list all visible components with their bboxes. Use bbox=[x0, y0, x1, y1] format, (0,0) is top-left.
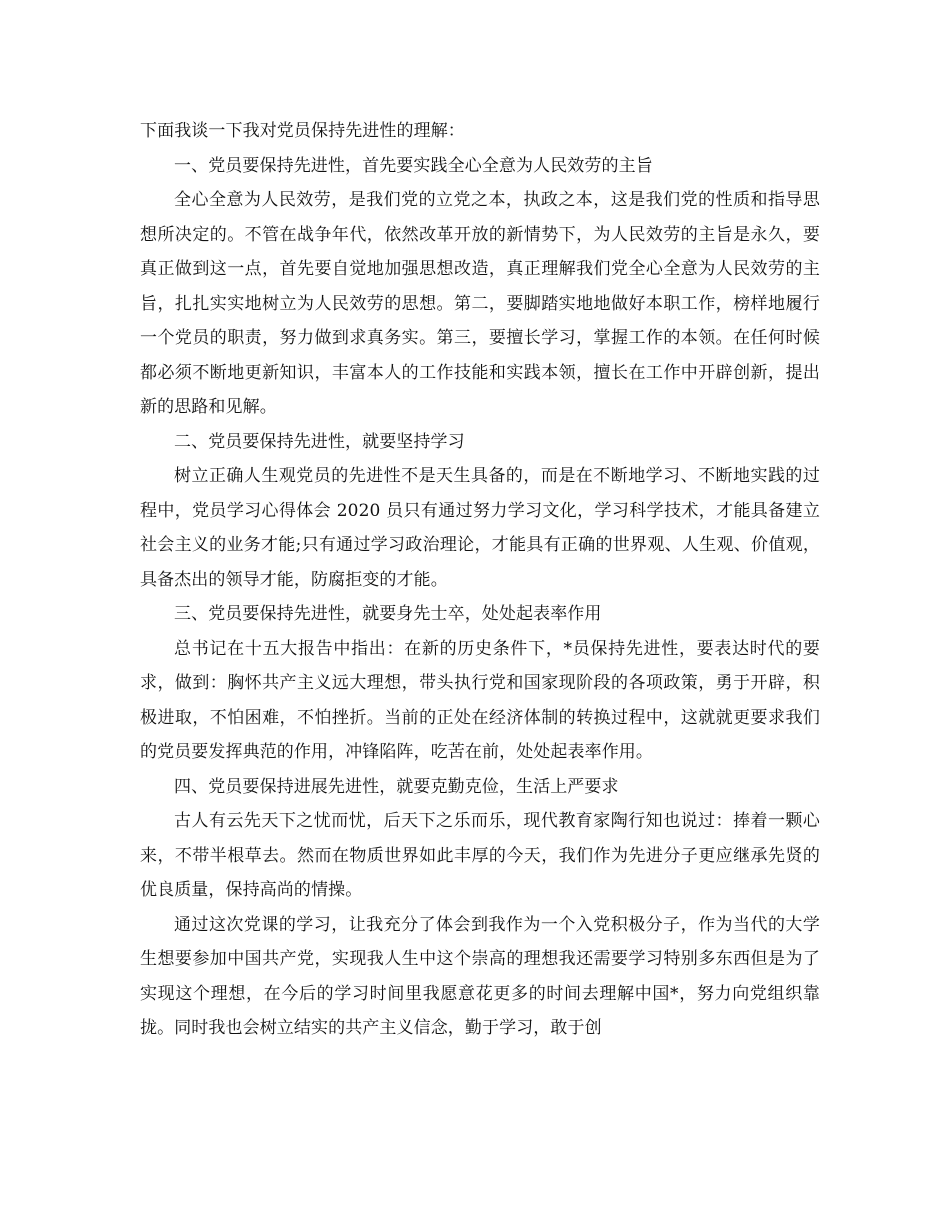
closing-paragraph: 通过这次党课的学习，让我充分了体会到我作为一个入党积极分子，作为当代的大学生想要参加中国共产党，实现我人生中这个崇高的理想我还需要学习特别多东西但是为了实现这个理想，在今后的学习时间里我愿意花更多的时间去理解中国*，努力向党组织靠拢。同时我也会树立结实的共产主义信念，勤于学习，敢于创 bbox=[140, 914, 820, 1038]
intro-paragraph: 下面我谈一下我对党员保持先进性的理解： bbox=[140, 121, 465, 141]
body-paragraph-3: 总书记在十五大报告中指出：在新的历史条件下，*员保持先进性，要表达时代的要求，做到：胸怀共产主义远大理想，带头执行党和国家现阶段的各项政策，勇于开辟，积极进取，不怕困难，不怕挫折。当前的正处在经济体制的转换过程中，这就就更要求我们的党员要发挥典范的作用，冲锋陷阵，吃苦在前，处处起表率作用。 bbox=[140, 638, 820, 762]
section-heading-3: 三、党员要保持先进性，就要身先士卒，处处起表率作用 bbox=[174, 604, 602, 624]
section-heading-1: 一、党员要保持先进性，首先要实践全心全意为人民效劳的主旨 bbox=[174, 155, 653, 176]
body-paragraph-4: 古人有云先天下之忧而忧，后天下之乐而乐，现代教育家陶行知也说过：捧着一颗心来，不带半根草去。然而在物质世界如此丰厚的今天，我们作为先进分子更应继承先贤的优良质量，保持高尚的情操。 bbox=[140, 811, 820, 900]
section-heading-2: 二、党员要保持先进性，就要坚持学习 bbox=[174, 431, 465, 452]
body-paragraph-2: 树立正确人生观党员的先进性不是天生具备的，而是在不断地学习、不断地实践的过程中，党员学习心得体会 2020 员只有通过努力学习文化，学习科学技术，才能具备建立社会主义的业务才能;只有通过学习政治理论，才能具有正确的世界观、人生观、价值观，具备杰出的领导才能，防腐拒变的才能。 bbox=[140, 466, 820, 590]
body-paragraph-1: 全心全意为人民效劳，是我们党的立党之本，执政之本，这是我们党的性质和指导思想所决定的。不管在战争年代，依然改革开放的新情势下，为人民效劳的主旨是永久，要真正做到这一点，首先要自觉地加强思想改造，真正理解我们党全心全意为人民效劳的主旨，扎扎实实地树立为人民效劳的思想。第二，要脚踏实地地做好本职工作，榜样地履行一个党员的职责，努力做到求真务实。第三，要擅长学习，掌握工作的本领。在任何时候都必须不断地更新知识，丰富本人的工作技能和实践本领，擅长在工作中开辟创新，提出新的思路和见解。 bbox=[140, 190, 820, 417]
section-heading-4: 四、党员要保持进展先进性，就要克勤克俭，生活上严要求 bbox=[174, 776, 619, 797]
document-body bbox=[140, 114, 820, 1046]
